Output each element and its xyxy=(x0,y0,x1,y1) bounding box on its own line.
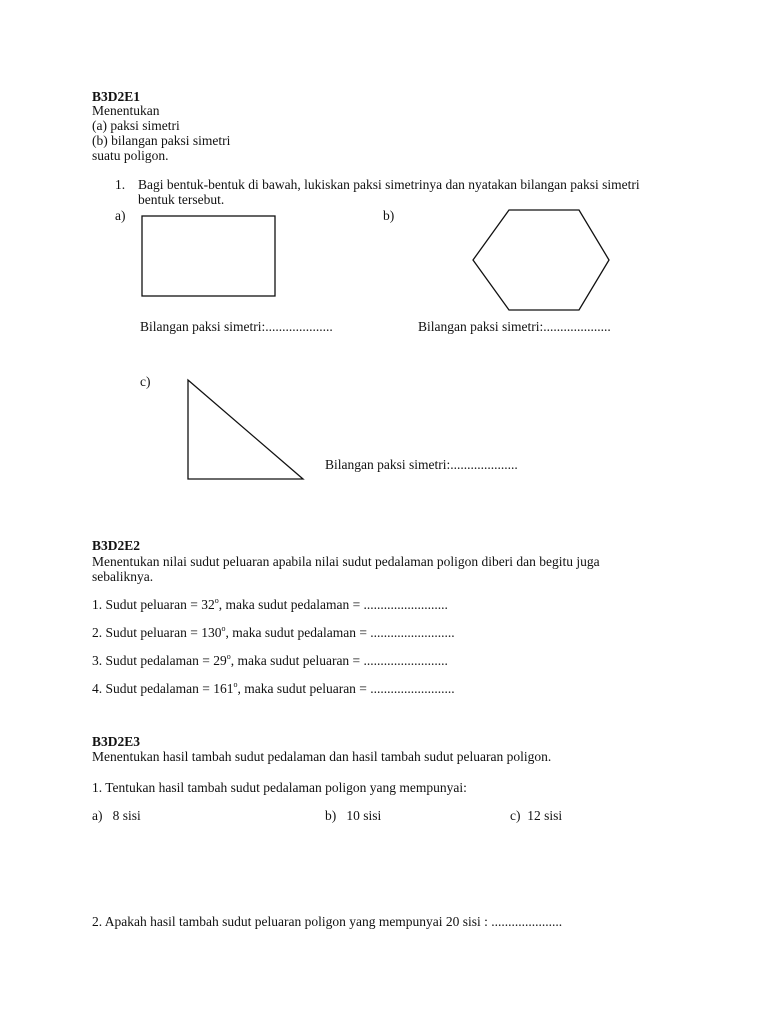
item-text: , maka sudut pedalaman = ......................... xyxy=(225,625,455,640)
objective-line: sebaliknya. xyxy=(92,569,154,584)
exercise-item xyxy=(92,597,448,612)
degree-sign: o xyxy=(221,624,226,633)
part-label: a) 8 sisi xyxy=(92,808,141,823)
question-text: 1. Tentukan hasil tambah sudut pedalaman poligon yang mempunyai: xyxy=(92,780,467,795)
part-label: c) 12 sisi xyxy=(510,808,563,823)
rectangle-shape xyxy=(142,216,275,296)
answer-line: Bilangan paksi simetri:.................... xyxy=(325,457,518,472)
objective-line: Menentukan nilai sudut peluaran apabila nilai sudut pedalaman poligon diberi dan begitu juga xyxy=(92,554,600,569)
question-number: 1. xyxy=(115,177,126,192)
objective-line: (b) bilangan paksi simetri xyxy=(92,133,231,148)
section-code: B3D2E1 xyxy=(92,89,141,104)
section-code: B3D2E2 xyxy=(92,538,141,553)
item-text: 2. Sudut peluaran = 130 xyxy=(92,625,222,640)
objective-line: suatu poligon. xyxy=(92,148,169,163)
item-text: , maka sudut peluaran = ......................... xyxy=(230,653,448,668)
exercise-item xyxy=(92,625,455,640)
item-text: , maka sudut peluaran = ......................... xyxy=(237,681,455,696)
part-label: c) xyxy=(140,374,151,389)
part-label: b) 10 sisi xyxy=(325,808,382,823)
section-code: B3D2E3 xyxy=(92,734,141,749)
item-text: , maka sudut pedalaman = ......................... xyxy=(218,597,448,612)
item-text: 1. Sudut peluaran = 32 xyxy=(92,597,215,612)
degree-sign: o xyxy=(233,680,238,689)
answer-line: Bilangan paksi simetri:.................... xyxy=(140,319,333,334)
answer-line: Bilangan paksi simetri:.................... xyxy=(418,319,611,334)
exercise-item xyxy=(92,653,448,668)
degree-sign: o xyxy=(226,652,231,661)
part-label: a) xyxy=(115,208,126,223)
part-label: b) xyxy=(383,208,395,223)
objective-line: Menentukan hasil tambah sudut pedalaman dan hasil tambah sudut peluaran poligon. xyxy=(92,749,552,764)
question-text: 2. Apakah hasil tambah sudut peluaran poligon yang mempunyai 20 sisi : ..................... xyxy=(92,914,563,929)
triangle-shape xyxy=(188,380,303,479)
question-text: bentuk tersebut. xyxy=(138,192,225,207)
exercise-item xyxy=(92,681,455,696)
hexagon-shape xyxy=(473,210,609,310)
objective-line: (a) paksi simetri xyxy=(92,118,180,133)
degree-sign: o xyxy=(214,596,219,605)
item-text: 4. Sudut pedalaman = 161 xyxy=(92,681,234,696)
item-text: 3. Sudut pedalaman = 29 xyxy=(92,653,227,668)
objective-line: Menentukan xyxy=(92,103,160,118)
question-text: Bagi bentuk-bentuk di bawah, lukiskan paksi simetrinya dan nyatakan bilangan paksi simetri xyxy=(138,177,640,192)
